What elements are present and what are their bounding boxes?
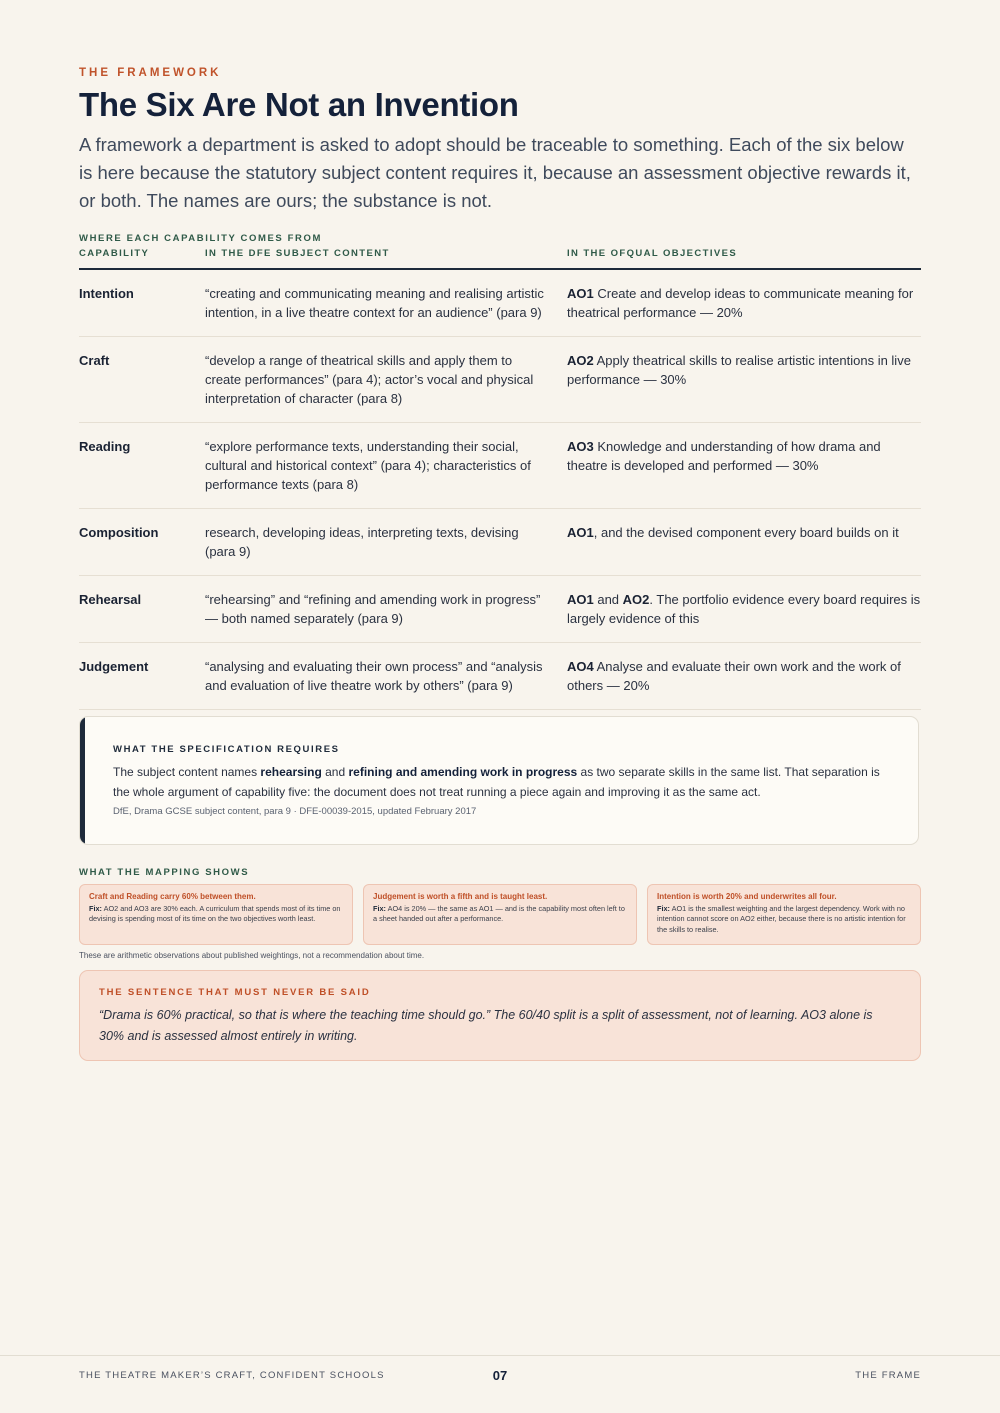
- capability-cell: Judgement: [79, 643, 205, 710]
- card-body: [657, 904, 911, 935]
- dfe-content-cell: “analysing and evaluating their own process” and “analysis and evaluation of live theatre work by others” (para 9): [205, 643, 567, 710]
- never-say-text: “Drama is 60% practical, so that is where the teaching time should go.” The 60/40 split is a split of assessment, not of learning. AO3 alone is 30% and is assessed almost entirely in writing.: [99, 1008, 873, 1043]
- dfe-content-cell: “creating and communicating meaning and realising artistic intention, in a live theatre context for an audience” (para 9): [205, 269, 567, 337]
- capability-cell: Rehearsal: [79, 576, 205, 643]
- card-heading: Craft and Reading carry 60% between them.: [89, 892, 256, 901]
- never-say-label: THE SENTENCE THAT MUST NEVER BE SAID: [99, 987, 371, 998]
- table-row: [79, 509, 921, 576]
- bold-run: AO1: [567, 286, 594, 301]
- capability-cell: Craft: [79, 337, 205, 423]
- table-row: [79, 269, 921, 337]
- text-run: Knowledge and understanding of how drama and theatre is developed and performed — 30%: [567, 439, 881, 473]
- bold-run: AO4: [567, 659, 594, 674]
- dfe-content-cell: “explore performance texts, understanding their social, cultural and historical context” (para 4); characteristics of performance texts (para 8): [205, 423, 567, 509]
- mapping-card: [363, 884, 637, 945]
- header-dfe: IN THE DFE SUBJECT CONTENT: [205, 248, 567, 269]
- bold-run: AO2: [567, 353, 594, 368]
- bold-run: AO1: [567, 525, 594, 540]
- mapping-card: [647, 884, 921, 945]
- section-eyebrow: THE FRAMEWORK: [79, 67, 222, 79]
- specification-callout: [79, 716, 919, 845]
- fix-label: Fix:: [89, 904, 102, 913]
- bold-run: AO1: [567, 592, 594, 607]
- mapping-label: WHAT THE MAPPING SHOWS: [79, 867, 250, 878]
- dfe-content-cell: “rehearsing” and “refining and amending work in progress” — both named separately (para 9): [205, 576, 567, 643]
- header-capability: CAPABILITY: [79, 248, 205, 269]
- text-run: Apply theatrical skills to realise artistic intentions in live performance — 30%: [567, 353, 911, 387]
- bold-run: rehearsing: [260, 765, 322, 779]
- bold-run: AO3: [567, 439, 594, 454]
- card-body: [89, 904, 343, 925]
- mapping-card: [79, 884, 353, 945]
- table-row: [79, 423, 921, 509]
- ofqual-objective-cell: [567, 643, 921, 710]
- card-heading: Judgement is worth a fifth and is taught least.: [373, 892, 548, 901]
- page-title: The Six Are Not an Invention: [79, 86, 519, 123]
- text-run: . The portfolio evidence every board requires is largely evidence of this: [567, 592, 921, 626]
- text-run: The subject content names: [113, 765, 261, 779]
- card-text: AO2 and AO3 are 30% each. A curriculum that spends most of its time on devising is spending most of its time on the two objectives worth least.: [89, 904, 341, 924]
- table-caption: WHERE EACH CAPABILITY COMES FROM: [79, 233, 322, 244]
- observation-note: These are arithmetic observations about published weightings, not a recommendation about time.: [79, 951, 425, 960]
- capability-cell: Reading: [79, 423, 205, 509]
- footer-section: THE FRAME: [855, 1370, 921, 1381]
- text-run: , and the devised component every board builds on it: [593, 525, 899, 540]
- page-footer: [79, 1368, 921, 1384]
- text-run: and: [321, 765, 349, 779]
- text-run: as two separate skills in the same list. That separation is the whole argument of capability five: the document does not treat running a piece again and improving it as the same act.: [113, 765, 880, 799]
- footer-publication: THE THEATRE MAKER’S CRAFT, CONFIDENT SCHOOLS: [79, 1370, 385, 1381]
- ofqual-objective-cell: [567, 269, 921, 337]
- callout-accent-bar: [80, 717, 85, 844]
- ofqual-objective-cell: [567, 423, 921, 509]
- ofqual-objective-cell: [567, 337, 921, 423]
- callout-label: WHAT THE SPECIFICATION REQUIRES: [113, 744, 340, 755]
- card-text: AO1 is the smallest weighting and the largest dependency. Work with no intention cannot score on AO2 either, because there is no artistic intention for the skills to realise.: [657, 904, 906, 934]
- capability-cell: Composition: [79, 509, 205, 576]
- dfe-content-cell: “develop a range of theatrical skills and apply them to create performances” (para 4); actor’s vocal and physical interpretation of character (para 8): [205, 337, 567, 423]
- page-number: 07: [492, 1368, 508, 1383]
- dfe-content-cell: research, developing ideas, interpreting texts, devising (para 9): [205, 509, 567, 576]
- text-run: Create and develop ideas to communicate meaning for theatrical performance — 20%: [567, 286, 914, 320]
- never-say-callout: [79, 970, 921, 1061]
- intro-paragraph: A framework a department is asked to adopt should be traceable to something. Each of the six below is here because the statutory subject content requires it, because an assessment objective rewards it, or both. The names are ours; the substance is not.: [79, 134, 911, 211]
- card-heading: Intention is worth 20% and underwrites all four.: [657, 892, 837, 901]
- capability-mapping-table: [79, 248, 921, 710]
- fix-label: Fix:: [657, 904, 670, 913]
- mapping-cards: [79, 884, 921, 945]
- table-header-row: [79, 248, 921, 269]
- text-run: and: [593, 592, 623, 607]
- table-body: [79, 269, 921, 710]
- card-body: [373, 904, 627, 925]
- capability-cell: Intention: [79, 269, 205, 337]
- card-text: AO4 is 20% — the same as AO1 — and is the capability most often left to a sheet handed out after a performance.: [373, 904, 625, 924]
- footer-divider: [0, 1355, 1000, 1356]
- callout-source: DfE, Drama GCSE subject content, para 9 · DFE-00039-2015, updated February 2017: [113, 806, 477, 817]
- table-row: [79, 643, 921, 710]
- callout-text: [113, 763, 893, 802]
- text-run: Analyse and evaluate their own work and the work of others — 20%: [567, 659, 901, 693]
- bold-run: refining and amending work in progress: [348, 765, 578, 779]
- table-row: [79, 337, 921, 423]
- fix-label: Fix:: [373, 904, 386, 913]
- bold-run: AO2: [622, 592, 650, 607]
- ofqual-objective-cell: [567, 509, 921, 576]
- header-ofqual: IN THE OFQUAL OBJECTIVES: [567, 248, 921, 269]
- table-row: [79, 576, 921, 643]
- ofqual-objective-cell: [567, 576, 921, 643]
